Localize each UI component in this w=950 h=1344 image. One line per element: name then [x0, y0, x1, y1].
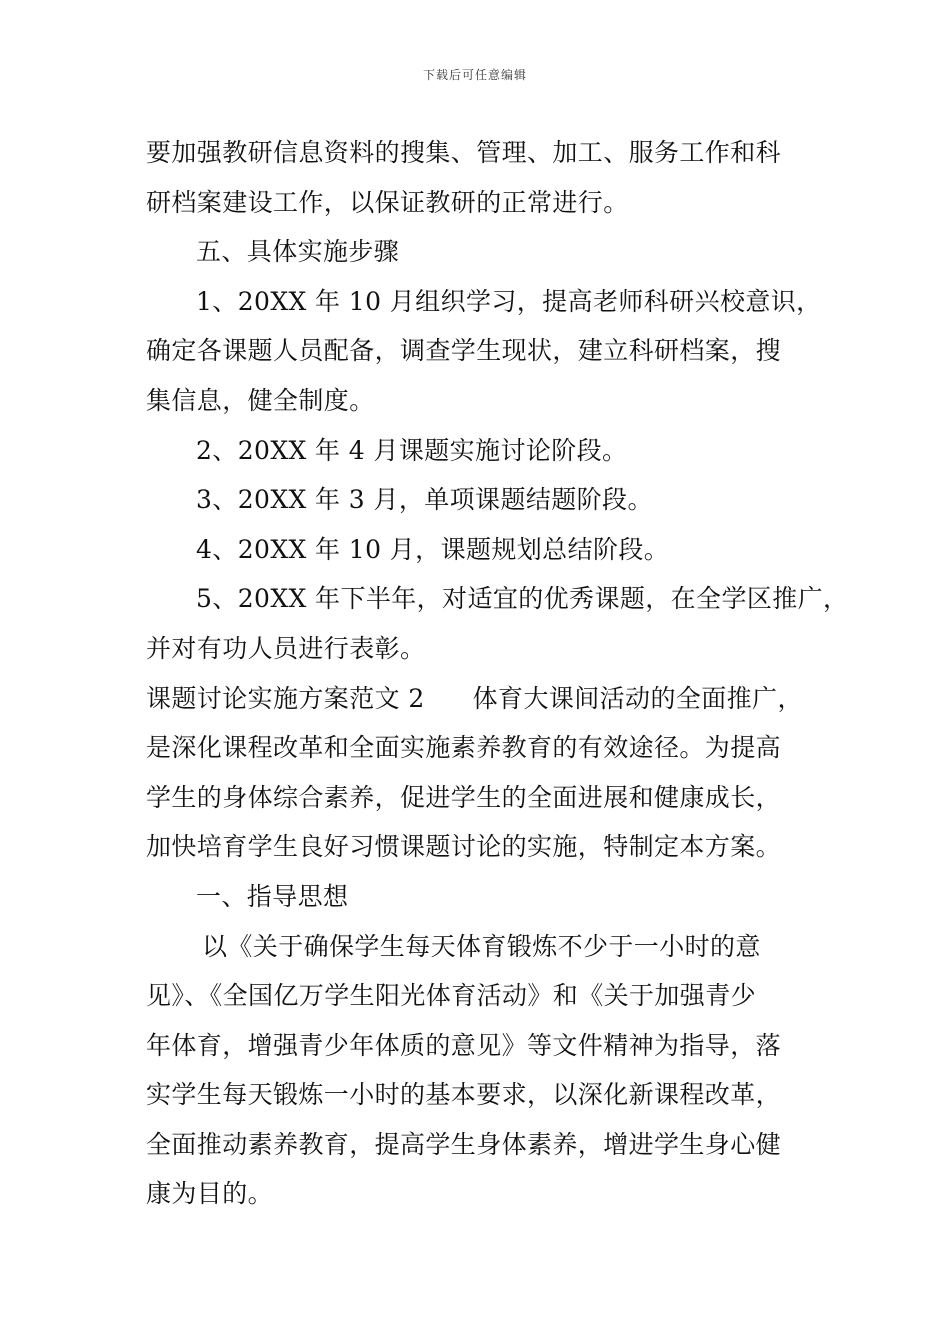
paragraph-line: 是深化课程改革和全面实施素养教育的有效途径。为提高: [146, 733, 782, 763]
paragraph-line: 研档案建设工作，以保证教研的正常进行。: [146, 187, 629, 217]
paragraph-line: 并对有功人员进行表彰。: [146, 633, 426, 663]
paragraph-line: 5、20XX 年下半年，对适宜的优秀课题，在全学区推广，: [196, 584, 849, 614]
paragraph-line: 1、20XX 年 10 月组织学习，提高老师科研兴校意识，: [196, 286, 822, 316]
paragraph-line: 实学生每天锻炼一小时的基本要求，以深化新课程改革，: [146, 1080, 782, 1110]
page-header: 下载后可任意编辑: [422, 68, 527, 82]
paragraph-line: 年体育，增强青少年体质的意见》等文件精神为指导，落: [146, 1030, 782, 1060]
paragraph-line: 加快培育学生良好习惯课题讨论的实施，特制定本方案。: [146, 832, 782, 862]
paragraph-line: 要加强教研信息资料的搜集、管理、加工、服务工作和科: [146, 138, 782, 167]
doc-title: 课题讨论实施方案范文 2: [146, 683, 425, 713]
paragraph-text: 体育大课间活动的全面推广，: [472, 683, 803, 713]
paragraph-line: 以《关于确保学生每天体育锻炼不少于一小时的意: [202, 931, 761, 961]
paragraph-line: 4、20XX 年 10 月，课题规划总结阶段。: [196, 534, 670, 564]
paragraph-line: 见》、《全国亿万学生阳光体育活动》和《关于加强青少: [146, 981, 757, 1011]
paragraph-line: 学生的身体综合素养，促进学生的全面进展和健康成长，: [146, 782, 782, 812]
paragraph-line: 确定各课题人员配备，调查学生现状，建立科研档案，搜: [146, 336, 782, 366]
paragraph-line: 2、20XX 年 4 月课题实施讨论阶段。: [196, 435, 628, 465]
paragraph-line: 康为目的。: [146, 1179, 274, 1209]
doc-title-line: [146, 674, 836, 724]
paragraph-line: 全面推动素养教育，提高学生身体素养，增进学生身心健: [146, 1129, 782, 1159]
paragraph-line: 3、20XX 年 3 月，单项课题结题阶段。: [196, 485, 653, 515]
document-body: [146, 128, 849, 1219]
section-heading: 五、具体实施步骤: [196, 237, 400, 267]
section-heading: 一、指导思想: [196, 881, 349, 911]
paragraph-line: 集信息，健全制度。: [146, 385, 375, 415]
